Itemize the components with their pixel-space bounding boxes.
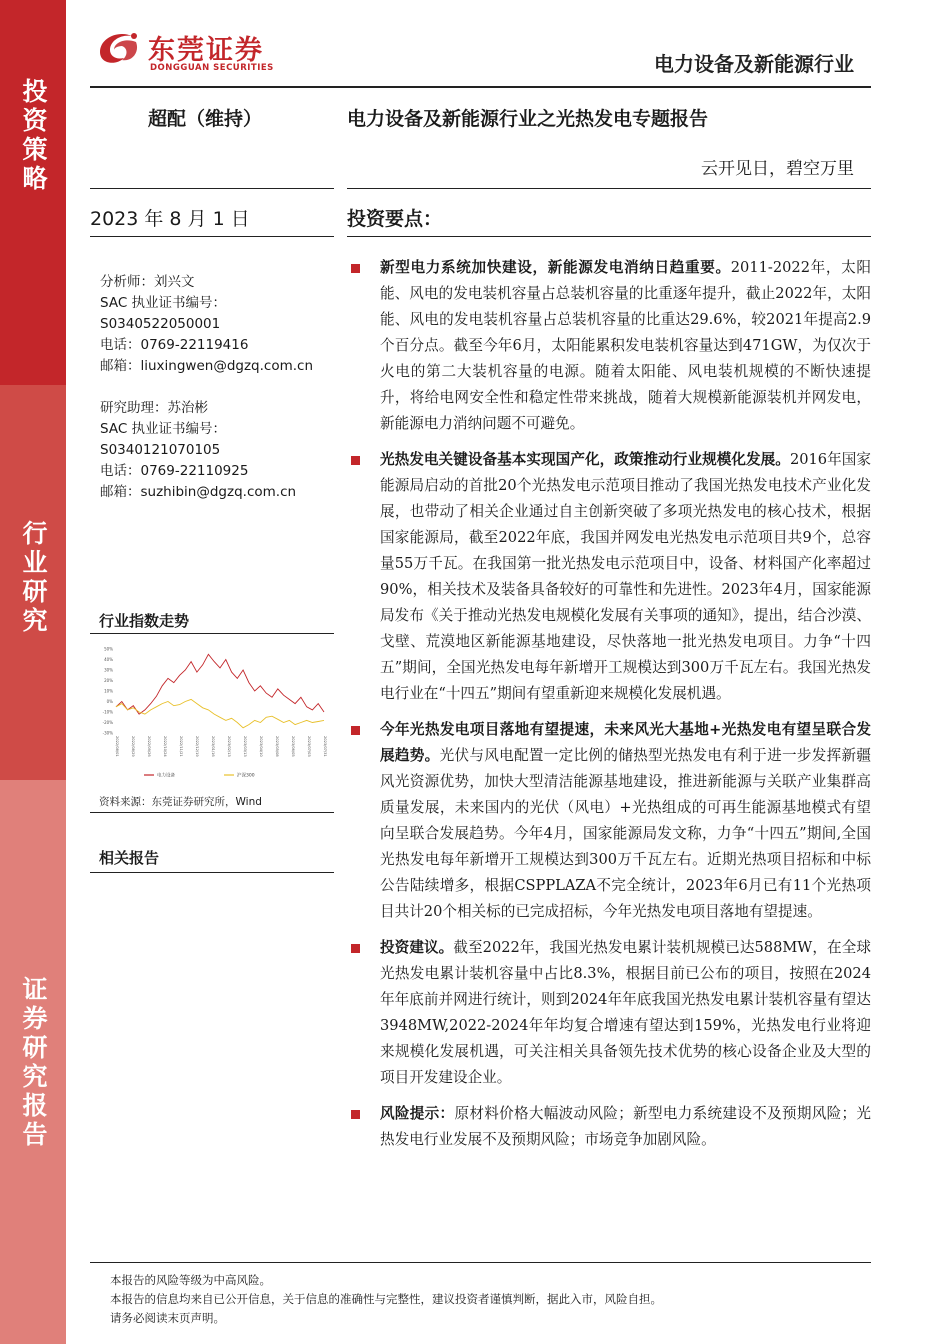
divider [347, 188, 871, 189]
series-line [116, 699, 324, 727]
analyst-block [100, 272, 313, 377]
x-tick-label: 2023/03/13 [243, 736, 247, 757]
disclaimer-line: 请务必阅读末页声明。 [110, 1311, 225, 1325]
analyst-cert: S0340121070105 [100, 442, 221, 458]
sidebar-industry-research: 行业研究 [0, 385, 66, 780]
related-reports-title: 相关报告 [99, 849, 160, 867]
bullet-square-icon [351, 264, 360, 273]
logo-chinese-name: 东莞证券 [148, 35, 264, 66]
bullet-square-icon [351, 1110, 360, 1119]
x-tick-label: 2023/07/03 [307, 736, 311, 757]
report-title: 电力设备及新能源行业之光热发电专题报告 [347, 108, 709, 130]
analyst-email: 邮箱：suzhibin@dgzq.com.cn [100, 484, 297, 500]
analyst-tel: 电话：0769-22119416 [100, 337, 249, 353]
sidebar-strategy: 投资策略 [0, 0, 66, 385]
analyst-email: 邮箱：liuxingwen@dgzq.com.cn [100, 358, 314, 374]
key-point: 光热发电关键设备基本实现国产化，政策推动行业规模化发展。2016年国家能源局启动的首批20个光热发电示范项目推动了我国光热发电技术产业化发展，也带动了相关企业通过自主创新突破了多项光热发电的核心技术，根据国家能源局，截至2022年底，我国并网发电光热发电示范项目共9个，总容量55万千瓦。在我国第一批光热发电示范项目中，设备、材料国产化率超过90%，相关技术及装备具备较好的可靠性和先进性。2023年4月，国家能源局发布《关于推动光热发电规模化发展有关事项的通知》，提出，结合沙漠、戈壁、荒漠地区新能源基地建设，尽快落地一批光热发电项目。力争“十四五”期间，全国光热发电每年新增开工规模达到300万千瓦左右。我国光热发电行业在“十四五”期间有望重新迎来规模化发展机遇。 [347, 447, 871, 707]
report-date: 2023 年 8 月 1 日 [90, 208, 250, 230]
x-tick-label: 2022/08/01 [115, 736, 119, 757]
industry-name: 电力设备及新能源行业 [654, 52, 854, 76]
y-tick-label: 40% [104, 657, 113, 662]
y-tick-label: 30% [104, 667, 113, 673]
key-point: 今年光热发电项目落地有望提速，未来风光大基地+光热发电有望呈联合发展趋势。光伏与风电配置一定比例的储热型光热发电有利于进一步发挥新疆风光资源优势，加快大型清洁能源基地建设，推进新能源与关联产业集群高质量发展，未来国内的光伏（风电）+光热组成的可再生能源基地模式有望向呈联合发展趋势。今年4月，国家能源局发文称，力争“十四五”期间,全国光热发电每年新增开工规模达到300万千瓦左右。近期光热项目招标和中标公告陆续增多，根据CSPPLAZA不完全统计，2023年6月已有11个光热项目共计20个相关标的已完成招标，今年光热发电项目落地有望提速。 [347, 717, 871, 925]
x-tick-label: 2022/08/29 [131, 736, 135, 757]
analyst-role: 研究助理：苏治彬 [100, 400, 208, 416]
x-tick-label: 2023/01/16 [211, 736, 215, 757]
key-point: 新型电力系统加快建设，新能源发电消纳日趋重要。2011-2022年，太阳能、风电的发电装机容量占总装机容量的比重逐年提升，截止2022年，太阳能、风电的发电装机容量占总装机容量的比重达29.6%，较2021年提高2.9个百分点。截至今年6月，太阳能累积发电装机容量达到471GW，为仅次于火电的第二大装机容量的电源。随着太阳能、风电装机规模的不断快速提升，将给电网安全性和稳定性带来挑战，随着大规模新能源装机并网发电，新能源电力消纳问题不可避免。 [347, 255, 871, 437]
divider [90, 872, 334, 873]
footer-divider [90, 1262, 871, 1263]
x-tick-label: 2023/04/10 [259, 736, 263, 757]
y-tick-label: -20% [102, 720, 113, 725]
sidebar [0, 0, 66, 1344]
bullet-square-icon [351, 944, 360, 953]
dongguan-logo-icon [96, 28, 142, 68]
divider [90, 236, 334, 237]
report-subtitle: 云开见日，碧空万里 [701, 159, 854, 179]
x-tick-label: 2022/09/26 [147, 736, 151, 757]
disclaimer-line: 本报告的信息均来自已公开信息，关于信息的准确性与完整性，建议投资者谨慎判断，据此入市，风险自担。 [110, 1292, 662, 1306]
divider [90, 633, 334, 634]
y-tick-label: 0% [106, 699, 113, 704]
legend-label: 沪深300 [237, 773, 255, 779]
key-points [347, 255, 871, 1163]
x-tick-label: 2023/05/08 [275, 736, 279, 757]
industry-index-chart [92, 643, 332, 783]
sidebar-securities-report: 证券研究报告 [0, 780, 66, 1344]
x-tick-label: 2022/10/24 [163, 736, 167, 757]
disclaimer [110, 1271, 662, 1328]
analyst-tel: 电话：0769-22110925 [100, 463, 249, 479]
y-tick-label: -10% [102, 709, 113, 715]
x-tick-label: 2023/02/13 [227, 736, 231, 757]
key-point: 风险提示：原材料价格大幅波动风险；新型电力系统建设不及预期风险；光热发电行业发展不及预期风险；市场竞争加剧风险。 [347, 1101, 871, 1153]
x-tick-label: 2022/11/21 [179, 736, 183, 757]
logo-english-name: DONGGUAN SECURITIES [150, 63, 274, 73]
divider [347, 236, 871, 237]
y-tick-label: -30% [102, 730, 113, 736]
y-tick-label: 50% [104, 646, 113, 652]
x-tick-label: 2023/07/31 [323, 736, 327, 757]
y-tick-label: 10% [104, 688, 113, 694]
chart-source: 资料来源：东莞证券研究所，Wind [99, 796, 262, 808]
bullet-square-icon [351, 726, 360, 735]
x-tick-label: 2023/06/05 [291, 736, 295, 757]
legend-label: 电力设备 [157, 773, 175, 779]
key-point: 投资建议。截至2022年，我国光热发电累计装机规模已达588MW，在全球光热发电累计装机容量中占比8.3%，根据目前已公布的项目，按照在2024年年底前并网进行统计，则到2024年年底我国光热发电累计装机容量有望达3948MW,2022-2024年年均复合增速有望达到159%，光热发电行业将迎来规模化发展机遇，可关注相关具备领先技术优势的核心设备企业及大型的项目开发建设企业。 [347, 935, 871, 1091]
analyst-cert-label: SAC 执业证书编号： [100, 421, 227, 437]
keypoints-title: 投资要点： [347, 208, 443, 230]
assistant-block [100, 398, 296, 503]
chart-title: 行业指数走势 [99, 612, 190, 630]
disclaimer-line: 本报告的风险等级为中高风险。 [110, 1273, 271, 1287]
logo-mark [96, 28, 142, 68]
header-divider [90, 86, 871, 88]
x-tick-label: 2022/12/19 [195, 736, 199, 757]
analyst-role: 分析师：刘兴文 [100, 274, 195, 290]
y-tick-label: 20% [104, 678, 113, 683]
divider [90, 188, 334, 189]
analyst-cert: S0340522050001 [100, 316, 221, 332]
bullet-square-icon [351, 456, 360, 465]
analyst-cert-label: SAC 执业证书编号： [100, 295, 227, 311]
rating: 超配（维持） [148, 108, 263, 130]
series-line [116, 654, 324, 714]
divider [90, 812, 334, 813]
